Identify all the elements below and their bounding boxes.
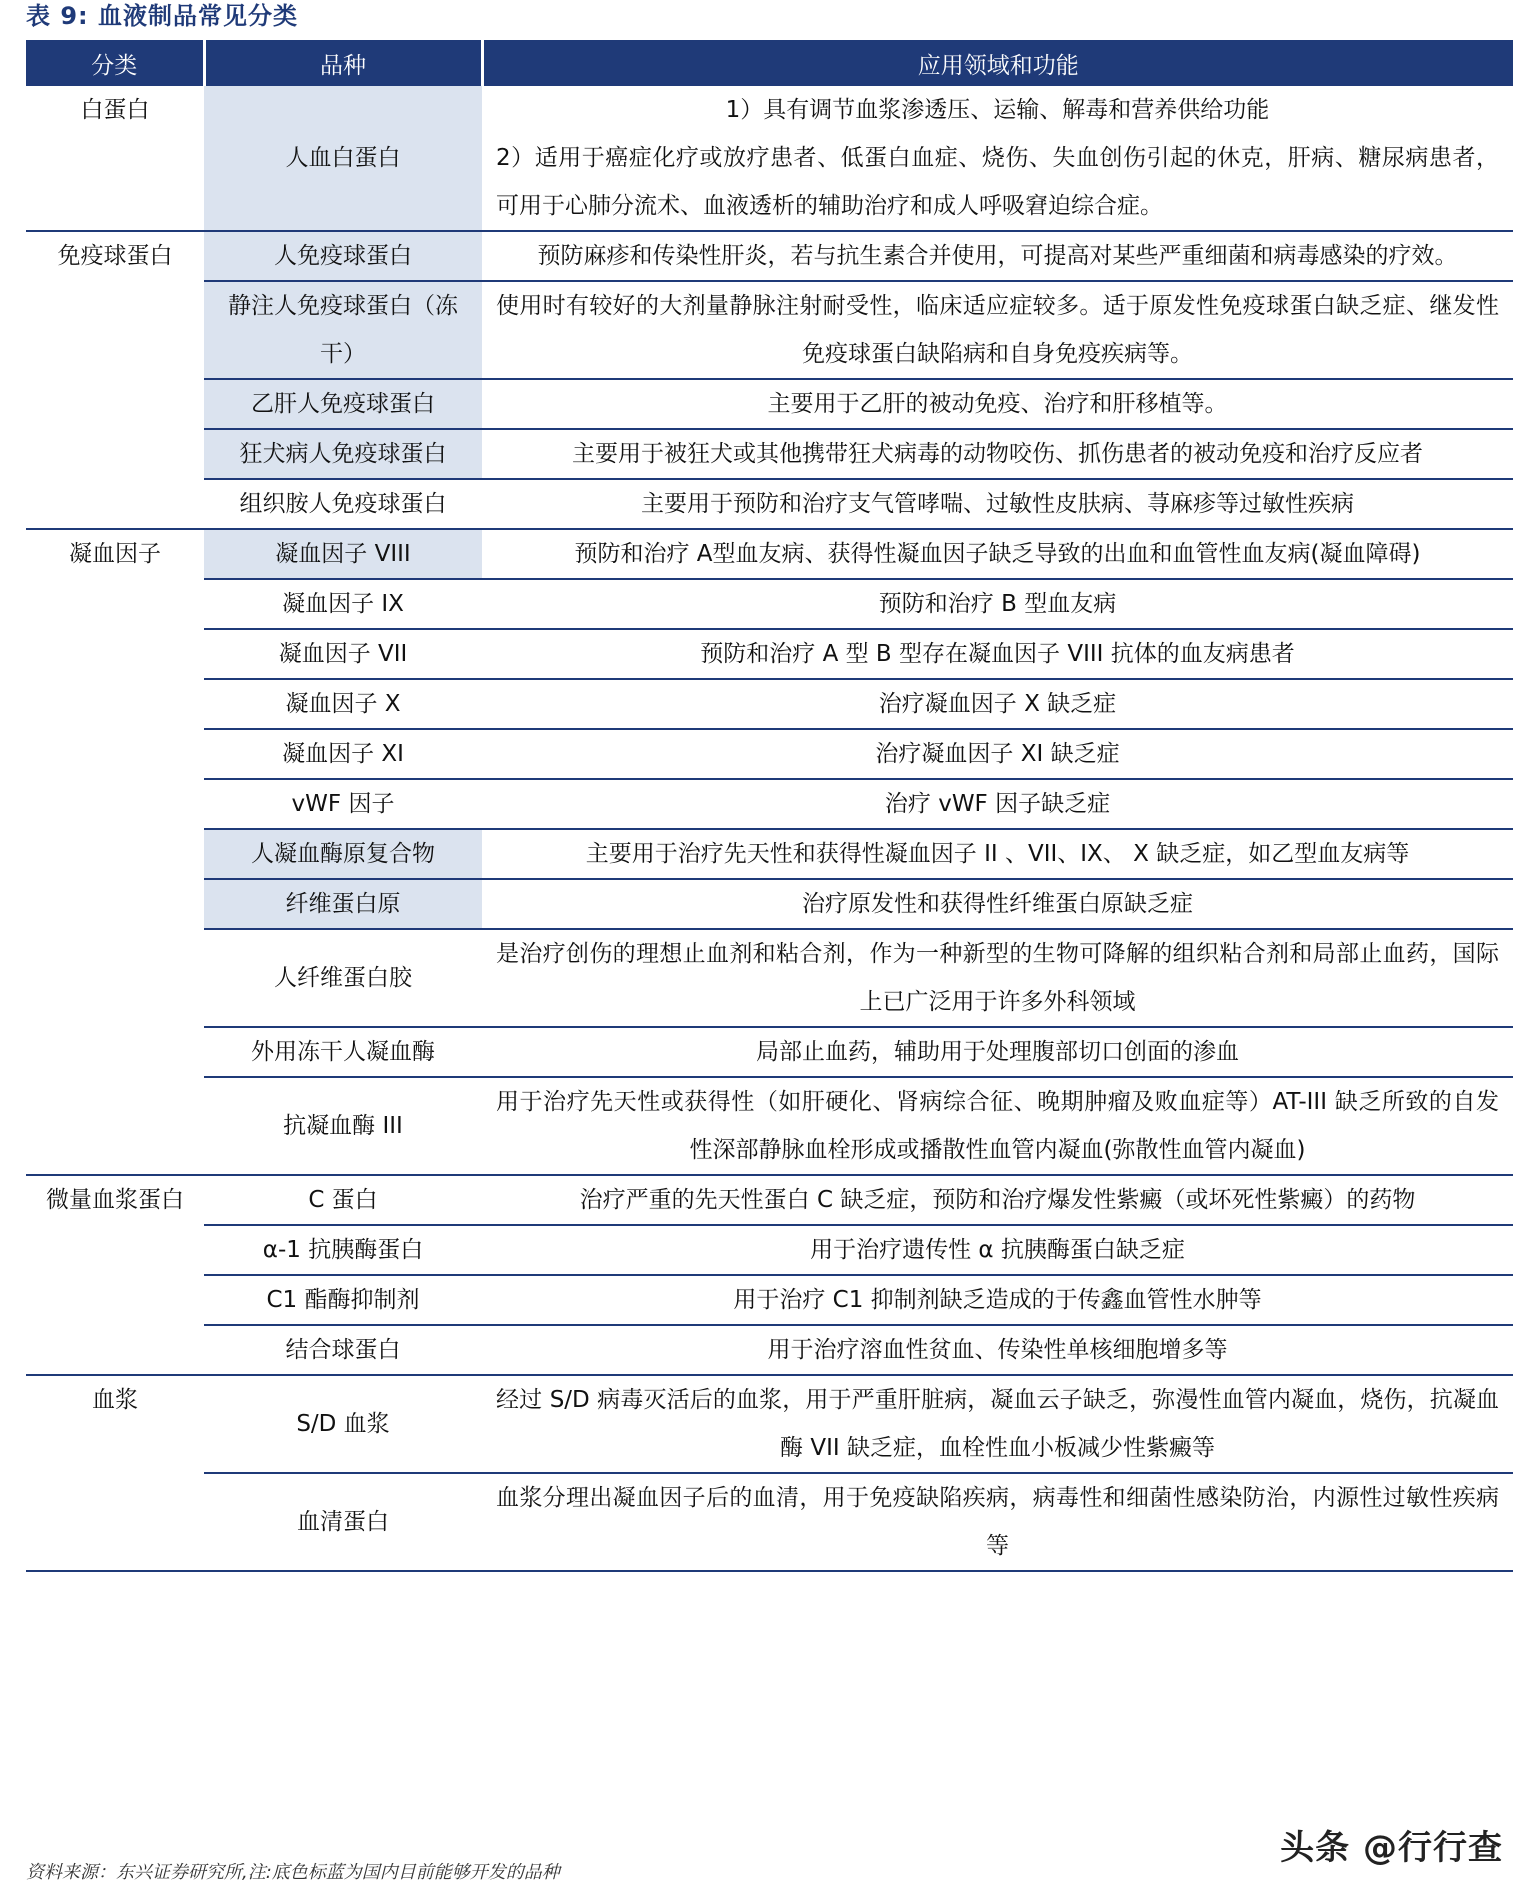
category-cell: 白蛋白 (26, 86, 204, 231)
table-row (26, 729, 1513, 779)
application-cell (482, 86, 1513, 231)
application-cell (482, 779, 1513, 829)
table-row (26, 281, 1513, 379)
application-cell (482, 579, 1513, 629)
variety-cell: 人血白蛋白 (204, 86, 482, 231)
application-text: 经过 S/D 病毒灭活后的血浆，用于严重肝脏病，凝血云子缺乏，弥漫性血管内凝血，烧伤，抗凝血酶 VII 缺乏症，血栓性血小板减少性紫癜等 (496, 1387, 1499, 1461)
variety-cell: 静注人免疫球蛋白（冻干） (204, 281, 482, 379)
application-cell (482, 1225, 1513, 1275)
application-cell (482, 429, 1513, 479)
variety-cell: 人凝血酶原复合物 (204, 829, 482, 879)
table-row (26, 231, 1513, 281)
table-header-row (26, 40, 1513, 86)
application-text: 治疗凝血因子 X 缺乏症 (878, 691, 1117, 717)
category-cell: 血浆 (26, 1375, 204, 1571)
application-cell (482, 629, 1513, 679)
variety-cell: 外用冻干人凝血酶 (204, 1027, 482, 1077)
application-cell (482, 1175, 1513, 1225)
variety-cell: 凝血因子 XI (204, 729, 482, 779)
table-body (26, 86, 1513, 1571)
blood-products-table (26, 40, 1513, 1572)
application-cell (482, 1473, 1513, 1571)
table-row (26, 86, 1513, 231)
application-text: 血浆分理出凝血因子后的血清，用于免疫缺陷疾病，病毒性和细菌性感染防治，内源性过敏性疾病等 (496, 1485, 1499, 1559)
variety-cell: 纤维蛋白原 (204, 879, 482, 929)
application-cell (482, 1027, 1513, 1077)
application-text: 是治疗创伤的理想止血剂和粘合剂，作为一种新型的生物可降解的组织粘合剂和局部止血药，国际上已广泛用于许多外科领域 (496, 941, 1499, 1015)
application-text: 治疗凝血因子 XI 缺乏症 (875, 741, 1120, 767)
variety-cell: S/D 血浆 (204, 1375, 482, 1473)
table-title: 表 9: 血液制品常见分类 (26, 2, 299, 30)
variety-cell: vWF 因子 (204, 779, 482, 829)
application-text: 治疗原发性和获得性纤维蛋白原缺乏症 (802, 891, 1193, 917)
variety-cell: 乙肝人免疫球蛋白 (204, 379, 482, 429)
variety-cell: 抗凝血酶 III (204, 1077, 482, 1175)
application-cell (482, 479, 1513, 529)
table-row (26, 1077, 1513, 1175)
application-text: 用于治疗溶血性贫血、传染性单核细胞增多等 (767, 1337, 1228, 1363)
table-row (26, 1325, 1513, 1375)
category-cell: 微量血浆蛋白 (26, 1175, 204, 1375)
variety-cell: C 蛋白 (204, 1175, 482, 1225)
variety-cell: α-1 抗胰酶蛋白 (204, 1225, 482, 1275)
table-row (26, 529, 1513, 579)
table-row (26, 579, 1513, 629)
header-category: 分类 (26, 40, 204, 86)
application-cell (482, 929, 1513, 1027)
variety-cell: 组织胺人免疫球蛋白 (204, 479, 482, 529)
category-cell: 免疫球蛋白 (26, 231, 204, 529)
table-row (26, 629, 1513, 679)
table-row (26, 429, 1513, 479)
table-row (26, 1473, 1513, 1571)
table-row (26, 829, 1513, 879)
variety-cell: 凝血因子 IX (204, 579, 482, 629)
application-text: 主要用于治疗先天性和获得性凝血因子 II 、VII、IX、 X 缺乏症，如乙型血友病等 (585, 841, 1410, 867)
application-text: 预防和治疗 A型血友病、获得性凝血因子缺乏导致的出血和血管性血友病(凝血障碍) (574, 541, 1421, 567)
table-row (26, 1225, 1513, 1275)
category-cell: 凝血因子 (26, 529, 204, 1175)
application-text: 2）适用于癌症化疗或放疗患者、低蛋白血症、烧伤、失血创伤引起的休克，肝病、糖尿病患者，可用于心肺分流术、血液透析的辅助治疗和成人呼吸窘迫综合症。 (496, 145, 1499, 219)
application-cell (482, 281, 1513, 379)
table-row (26, 379, 1513, 429)
application-text: 用于治疗先天性或获得性（如肝硬化、肾病综合征、晚期肿瘤及败血症等）AT-III 缺乏所致的自发性深部静脉血栓形成或播散性血管内凝血(弥散性血管内凝血) (496, 1089, 1499, 1163)
table-row (26, 479, 1513, 529)
header-variety: 品种 (204, 40, 482, 86)
application-cell (482, 1375, 1513, 1473)
table-row (26, 879, 1513, 929)
source-note: 资料来源：东兴证券研究所,注:底色标蓝为国内目前能够开发的品种 (26, 1862, 560, 1883)
application-text: 使用时有较好的大剂量静脉注射耐受性，临床适应症较多。适于原发性免疫球蛋白缺乏症、继发性免疫球蛋白缺陷病和自身免疫疾病等。 (496, 293, 1499, 367)
variety-cell: 人免疫球蛋白 (204, 231, 482, 281)
variety-cell: 结合球蛋白 (204, 1325, 482, 1375)
application-cell (482, 231, 1513, 281)
variety-cell: C1 酯酶抑制剂 (204, 1275, 482, 1325)
application-cell (482, 729, 1513, 779)
application-cell (482, 1325, 1513, 1375)
header-application: 应用领域和功能 (482, 40, 1513, 86)
table-row (26, 1027, 1513, 1077)
table-row (26, 1375, 1513, 1473)
application-text: 用于治疗 C1 抑制剂缺乏造成的于传鑫血管性水肿等 (733, 1287, 1262, 1313)
table-row (26, 1275, 1513, 1325)
variety-cell: 人纤维蛋白胶 (204, 929, 482, 1027)
application-text: 预防麻疹和传染性肝炎，若与抗生素合并使用，可提高对某些严重细菌和病毒感染的疗效。 (537, 243, 1458, 269)
table-row (26, 679, 1513, 729)
application-text: 局部止血药，辅助用于处理腹部切口创面的渗血 (756, 1039, 1239, 1065)
application-text: 治疗严重的先天性蛋白 C 缺乏症，预防和治疗爆发性紫癜（或坏死性紫癜）的药物 (579, 1187, 1416, 1213)
application-text: 主要用于被狂犬或其他携带狂犬病毒的动物咬伤、抓伤患者的被动免疫和治疗反应者 (572, 441, 1423, 467)
application-cell (482, 1077, 1513, 1175)
variety-cell: 狂犬病人免疫球蛋白 (204, 429, 482, 479)
application-text: 治疗 vWF 因子缺乏症 (884, 791, 1111, 817)
application-text: 1）具有调节血浆渗透压、运输、解毒和营养供给功能 (725, 97, 1270, 123)
variety-cell: 凝血因子 VII (204, 629, 482, 679)
application-text: 主要用于预防和治疗支气管哮喘、过敏性皮肤病、荨麻疹等过敏性疾病 (641, 491, 1354, 517)
application-cell (482, 829, 1513, 879)
table-row (26, 1175, 1513, 1225)
application-text: 主要用于乙肝的被动免疫、治疗和肝移植等。 (767, 391, 1228, 417)
application-cell (482, 1275, 1513, 1325)
application-cell (482, 529, 1513, 579)
variety-cell: 凝血因子 VIII (204, 529, 482, 579)
variety-cell: 血清蛋白 (204, 1473, 482, 1571)
variety-cell: 凝血因子 X (204, 679, 482, 729)
table-row (26, 779, 1513, 829)
watermark: 头条 @行行查 (1280, 1828, 1503, 1868)
table-row (26, 929, 1513, 1027)
application-text: 预防和治疗 A 型 B 型存在凝血因子 VIII 抗体的血友病患者 (700, 641, 1295, 667)
application-text: 用于治疗遗传性 α 抗胰酶蛋白缺乏症 (810, 1237, 1185, 1263)
application-cell (482, 879, 1513, 929)
application-text: 预防和治疗 B 型血友病 (878, 591, 1117, 617)
application-cell (482, 679, 1513, 729)
application-cell (482, 379, 1513, 429)
